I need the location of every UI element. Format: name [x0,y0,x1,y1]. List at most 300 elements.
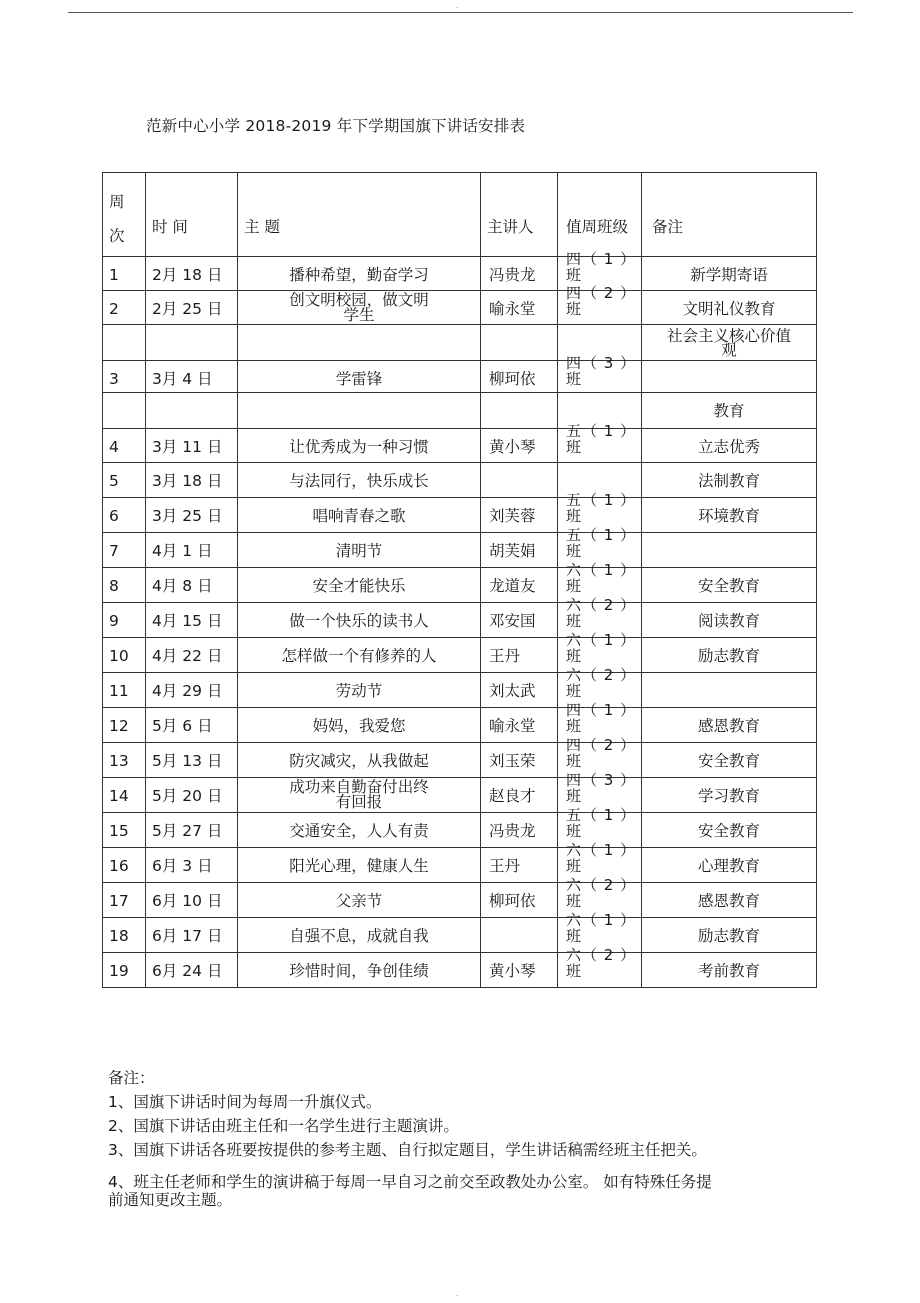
class-grade: 六（ 1 ） [566,841,637,859]
cell-date [146,953,238,988]
class-suffix: 班 [566,682,582,700]
header-class: 值周班级 [558,173,642,257]
cell-speaker [481,257,558,291]
class-suffix: 班 [566,717,582,735]
cell-date [146,603,238,638]
cell-topic [238,673,481,708]
cell-speaker [481,498,558,533]
cell-speaker-text: 胡芙娟 [489,542,536,560]
class-grade: 四（ 3 ） [566,354,637,372]
cell-topic-text: 播种希望，勤奋学习 [289,266,429,284]
class-label [558,667,641,699]
class-suffix: 班 [566,822,582,840]
cell-note-text: 励志教育 [697,647,760,665]
cell-topic [238,778,481,813]
cell-topic-text: 防灾减灾，从我做起 [289,752,429,770]
cell-speaker [481,325,558,361]
cell-note-text [642,361,816,371]
cell-week-text: 14 [109,787,129,805]
cell-note-text: 感恩教育 [697,892,760,910]
class-label [558,702,641,734]
cell-date [146,361,238,393]
cell-speaker-text: 邓安国 [489,612,536,630]
table-row [103,813,817,848]
cell-speaker [481,673,558,708]
cell-speaker-text [481,918,557,928]
cell-date [146,673,238,708]
cell-note [642,257,817,291]
cell-date-text: 5月 13 日 [152,752,223,770]
class-grade: 六（ 1 ） [566,631,637,649]
class-grade: 六（ 1 ） [566,911,637,929]
cell-topic-text: 劳动节 [335,682,383,700]
header-week: 周次 [103,173,146,257]
header-rule [68,12,853,13]
cell-date-text: 6月 10 日 [152,892,223,910]
cell-date-text: 3月 11 日 [152,438,223,456]
cell-week-text: 2 [109,300,119,318]
cell-speaker-text: 黄小琴 [489,438,536,456]
class-label [558,355,641,387]
cell-topic-text: 阳光心理，健康人生 [289,857,429,875]
cell-note-text [642,673,816,683]
cell-date-text: 4月 1 日 [152,542,213,560]
cell-note [642,603,817,638]
class-grade: 四（ 2 ） [566,736,637,754]
class-label [558,251,641,283]
cell-topic-text: 成功来自勤奋付出终有回报 [289,778,429,811]
cell-week [103,257,146,291]
cell-note [642,953,817,988]
cell-note [642,708,817,743]
table-row [103,429,817,463]
table-row [103,291,817,325]
class-suffix: 班 [566,370,582,388]
cell-date-text: 5月 20 日 [152,787,223,805]
notes-section [108,1066,712,1212]
cell-speaker [481,743,558,778]
class-suffix: 班 [566,647,582,665]
cell-week [103,953,146,988]
cell-date-text: 3月 18 日 [152,472,223,490]
cell-week-text: 12 [109,717,129,735]
cell-week [103,883,146,918]
class-label [558,285,641,317]
class-grade: 六（ 1 ） [566,561,637,579]
cell-speaker-text: 刘太武 [489,682,536,700]
header-speaker: 主讲人 [481,173,558,257]
cell-speaker [481,918,558,953]
cell-note-text: 安全教育 [697,752,760,770]
cell-week [103,778,146,813]
class-suffix: 班 [566,300,582,318]
class-suffix: 班 [566,857,582,875]
cell-topic-text: 学雷锋 [335,370,383,388]
cell-note [642,325,817,361]
cell-topic [238,638,481,673]
note-line-5: 前通知更改主题。 [108,1191,233,1209]
cell-date [146,257,238,291]
table-row [103,498,817,533]
cell-date-text: 6月 24 日 [152,962,223,980]
cell-topic [238,883,481,918]
cell-week [103,463,146,498]
cell-date [146,325,238,361]
cell-week-text: 8 [109,577,119,595]
cell-speaker [481,603,558,638]
cell-date-text: 5月 27 日 [152,822,223,840]
class-grade: 五（ 1 ） [566,491,637,509]
cell-note [642,291,817,325]
class-grade: 五（ 1 ） [566,422,637,440]
cell-speaker [481,429,558,463]
table-row [103,743,817,778]
cell-week-text: 18 [109,927,129,945]
cell-note [642,463,817,498]
cell-speaker [481,708,558,743]
note-line-1: 1、国旗下讲话时间为每周一升旗仪式。 [108,1093,382,1111]
cell-speaker [481,813,558,848]
cell-class [558,422,642,463]
class-suffix: 班 [566,266,582,284]
header-date: 时 间 [146,173,238,257]
cell-date-text: 4月 15 日 [152,612,223,630]
cell-topic-text: 与法同行，快乐成长 [289,472,429,490]
cell-date-text: 3月 4 日 [152,370,213,388]
cell-note-text: 安全教育 [697,577,760,595]
cell-speaker [481,883,558,918]
cell-topic [238,533,481,568]
cell-week-text: 4 [109,438,119,456]
cell-note [642,673,817,708]
cell-speaker [481,568,558,603]
header-mark: - [456,4,459,11]
header-row [103,173,817,257]
table-row [103,257,817,291]
cell-note-text: 环境教育 [697,507,760,525]
table-row [103,883,817,918]
cell-week-text: 5 [109,472,119,490]
cell-speaker-text: 柳珂依 [489,370,536,388]
cell-topic-text [238,325,480,335]
cell-topic [238,708,481,743]
cell-week-text: 6 [109,507,119,525]
cell-week-text: 19 [109,962,129,980]
cell-speaker-text [481,463,557,473]
note-line-4: 4、班主任老师和学生的演讲稿于每周一早自习之前交至政教处办公室。 如有特殊任务提 [108,1173,712,1191]
cell-topic-text: 唱响青春之歌 [312,507,406,525]
cell-week [103,708,146,743]
table-row [103,708,817,743]
cell-week-text [103,325,145,335]
class-suffix: 班 [566,507,582,525]
cell-date-text: 4月 22 日 [152,647,223,665]
cell-note [642,533,817,568]
cell-speaker [481,953,558,988]
cell-speaker-text: 赵良才 [489,787,536,805]
class-grade: 四（ 1 ） [566,701,637,719]
table-row [103,463,817,498]
cell-speaker [481,361,558,393]
cell-class [558,354,642,393]
cell-note [642,429,817,463]
cell-topic-text: 父亲节 [335,892,383,910]
cell-topic [238,393,481,429]
cell-topic [238,848,481,883]
table-row [103,918,817,953]
cell-week [103,325,146,361]
cell-topic [238,813,481,848]
cell-topic [238,603,481,638]
cell-week-text: 9 [109,612,119,630]
cell-date [146,429,238,463]
cell-topic [238,429,481,463]
class-grade: 六（ 2 ） [566,946,637,964]
class-label [558,807,641,839]
cell-date [146,883,238,918]
cell-topic-text: 做一个快乐的读书人 [289,612,429,630]
class-suffix: 班 [566,542,582,560]
cell-note [642,393,817,429]
cell-speaker [481,393,558,429]
class-grade: 四（ 1 ） [566,250,637,268]
cell-note-text: 励志教育 [697,927,760,945]
class-suffix: 班 [566,927,582,945]
cell-class [558,284,642,325]
note-line-3: 3、国旗下讲话各班要按提供的参考主题、自行拟定题目，学生讲话稿需经班主任把关。 [108,1141,707,1159]
header-topic: 主 题 [238,173,481,257]
cell-topic-text: 自强不息，成就自我 [289,927,429,945]
cell-topic [238,743,481,778]
cell-note [642,361,817,393]
cell-note-text: 立志优秀 [697,438,760,456]
footer-mark: - [456,1292,459,1299]
cell-speaker [481,463,558,498]
cell-topic-text: 珍惜时间，争创佳绩 [289,962,429,980]
cell-topic [238,463,481,498]
class-suffix: 班 [566,438,582,456]
cell-topic [238,568,481,603]
class-label [558,423,641,455]
cell-topic [238,291,481,325]
cell-date [146,778,238,813]
cell-date-text: 5月 6 日 [152,717,213,735]
cell-note [642,848,817,883]
cell-week [103,498,146,533]
class-grade: 六（ 2 ） [566,666,637,684]
cell-topic [238,918,481,953]
cell-note [642,918,817,953]
cell-note-text: 心理教育 [697,857,760,875]
header-note: 备注 [642,173,817,257]
cell-date [146,498,238,533]
cell-date-text: 4月 29 日 [152,682,223,700]
class-suffix: 班 [566,577,582,595]
cell-topic [238,498,481,533]
cell-date [146,568,238,603]
cell-date [146,291,238,325]
cell-date-text: 3月 25 日 [152,507,223,525]
class-label [558,562,641,594]
cell-week-text: 10 [109,647,129,665]
cell-topic [238,325,481,361]
cell-week [103,361,146,393]
cell-date [146,848,238,883]
table-row [103,778,817,813]
schedule-body [103,173,817,988]
cell-topic-text [238,393,480,403]
cell-speaker-text: 喻永堂 [489,300,536,318]
table-row [103,673,817,708]
cell-speaker-text: 王丹 [489,647,521,665]
cell-class [558,946,642,988]
cell-note-text: 文明礼仪教育 [682,300,776,318]
cell-speaker [481,533,558,568]
cell-week-text: 17 [109,892,129,910]
cell-date-text: 4月 8 日 [152,577,213,595]
cell-topic-text: 安全才能快乐 [312,577,406,595]
cell-week [103,291,146,325]
cell-week [103,848,146,883]
table-row [103,533,817,568]
class-label [558,632,641,664]
table-row [103,603,817,638]
cell-speaker-text: 刘玉荣 [489,752,536,770]
cell-note-text: 阅读教育 [697,612,760,630]
cell-date [146,463,238,498]
table-row [103,638,817,673]
class-label [558,912,641,944]
cell-speaker [481,848,558,883]
notes-title: 备注： [108,1069,155,1087]
cell-note [642,498,817,533]
cell-date [146,708,238,743]
class-label [558,842,641,874]
cell-speaker-text: 王丹 [489,857,521,875]
cell-speaker-text [481,393,557,403]
cell-week-text: 7 [109,542,119,560]
class-label [558,947,641,979]
cell-date [146,638,238,673]
class-suffix: 班 [566,892,582,910]
table-row [103,361,817,393]
cell-week-text [103,393,145,403]
cell-date-text: 6月 3 日 [152,857,213,875]
class-label [558,492,641,524]
cell-speaker [481,778,558,813]
cell-speaker-text: 刘芙蓉 [489,507,536,525]
cell-topic-text: 创文明校园，做文明学生 [289,291,429,324]
class-grade: 四（ 3 ） [566,771,637,789]
cell-note-text: 新学期寄语 [690,266,768,284]
cell-speaker-text: 龙道友 [489,577,536,595]
cell-week [103,743,146,778]
cell-date-text: 2月 18 日 [152,266,223,284]
class-grade: 六（ 2 ） [566,596,637,614]
cell-note-text: 社会主义核心价值观 [666,327,791,359]
cell-speaker [481,638,558,673]
cell-note-text: 法制教育 [697,472,760,490]
class-label [558,597,641,629]
cell-week-text: 15 [109,822,129,840]
cell-note-text [642,533,816,543]
cell-week [103,673,146,708]
class-label [558,772,641,804]
cell-topic [238,361,481,393]
cell-speaker-text: 黄小琴 [489,962,536,980]
class-grade: 五（ 1 ） [566,526,637,544]
cell-topic-text: 妈妈，我爱您 [312,717,406,735]
cell-topic-text: 交通安全，人人有责 [289,822,429,840]
cell-week-text: 13 [109,752,129,770]
cell-week [103,393,146,429]
class-label [558,737,641,769]
table-row [103,568,817,603]
table-row [103,848,817,883]
class-label [558,877,641,909]
page-title: 范新中心小学 2018-2019 年下学期国旗下讲话安排表 [146,117,526,135]
cell-speaker-text: 柳珂依 [489,892,536,910]
class-grade: 五（ 1 ） [566,806,637,824]
cell-date [146,743,238,778]
table-row [103,953,817,988]
cell-date [146,918,238,953]
cell-date-text: 2月 25 日 [152,300,223,318]
class-label [558,527,641,559]
cell-week [103,429,146,463]
cell-date-text [146,393,237,403]
cell-note-text: 安全教育 [697,822,760,840]
cell-note [642,743,817,778]
cell-speaker-text: 冯贵龙 [489,266,536,284]
cell-date-text [146,325,237,335]
cell-note [642,638,817,673]
cell-week-text: 1 [109,266,119,284]
cell-speaker-text: 喻永堂 [489,717,536,735]
cell-note-text: 学习教育 [697,787,760,805]
cell-note-text: 感恩教育 [697,717,760,735]
cell-week-text: 16 [109,857,129,875]
cell-week [103,533,146,568]
cell-note [642,568,817,603]
cell-speaker-text: 冯贵龙 [489,822,536,840]
cell-topic-text: 怎样做一个有修养的人 [281,647,437,665]
cell-date [146,533,238,568]
cell-week [103,603,146,638]
cell-note [642,813,817,848]
cell-note [642,883,817,918]
cell-week-text: 3 [109,370,119,388]
cell-date-text: 6月 17 日 [152,927,223,945]
cell-date [146,393,238,429]
class-suffix: 班 [566,612,582,630]
class-grade: 六（ 2 ） [566,876,637,894]
class-grade: 四（ 2 ） [566,284,637,302]
cell-date [146,813,238,848]
cell-topic-text: 让优秀成为一种习惯 [289,438,429,456]
cell-week [103,638,146,673]
table-row [103,393,817,429]
class-suffix: 班 [566,787,582,805]
class-suffix: 班 [566,962,582,980]
cell-week [103,568,146,603]
note-line-2: 2、国旗下讲话由班主任和一名学生进行主题演讲。 [108,1117,459,1135]
schedule-table [102,172,817,988]
cell-topic [238,257,481,291]
cell-week [103,813,146,848]
cell-week [103,918,146,953]
cell-note [642,778,817,813]
